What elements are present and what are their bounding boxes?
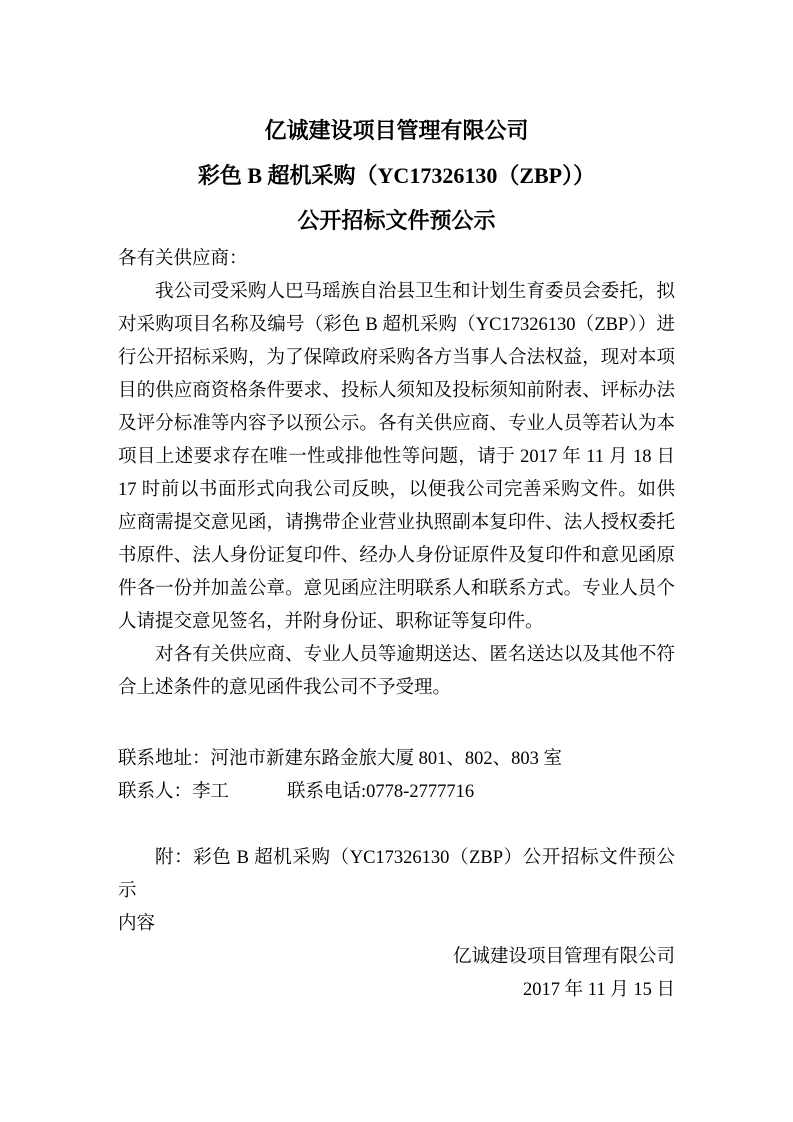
blank-line: [118, 705, 675, 743]
signature-company: 亿诚建设项目管理有限公司: [452, 947, 675, 967]
text-line: 内容: [118, 914, 156, 934]
text-line: 件各一份并加盖公章。意见函应注明联系人和联系方式。专业人员个: [118, 579, 675, 599]
text-line: 附：彩色 B 超机采购（YC17326130（ZBP）公开招标文件预公示: [118, 848, 675, 901]
notice-title: 公开招标文件预公示: [297, 208, 496, 233]
text-line: 行公开招标采购，为了保障政府采购各方当事人合法权益，现对本项: [118, 348, 675, 368]
text-line: 书原件、法人身份证复印件、经办人身份证原件及复印件和意见函原: [118, 546, 675, 566]
text-line: 目的供应商资格条件要求、投标人须知及投标须知前附表、评标办法: [118, 381, 675, 401]
text-line: 合上述条件的意见函件我公司不予受理。: [118, 678, 452, 698]
document-content: [118, 108, 675, 1007]
contact-line: [118, 776, 675, 809]
contact-address: 联系地址：河池市新建东路金旅大厦 801、802、803 室: [118, 749, 563, 769]
contact-phone: 联系电话:0778-2777716: [287, 782, 475, 802]
text-line: 及评分标准等内容予以预公示。各有关供应商、专业人员等若认为本: [118, 414, 675, 434]
company-title: 亿诚建设项目管理有限公司: [264, 118, 529, 143]
text-line: 人请提交意见签名，并附身份证、职称证等复印件。: [118, 612, 544, 632]
blank-line: [118, 809, 675, 842]
text-line: 对各有关供应商、专业人员等逾期送达、匿名送达以及其他不符: [155, 645, 675, 665]
signature-date: 2017 年 11 月 15 日: [523, 980, 675, 1000]
attachment-note: [118, 842, 675, 941]
paragraph-1: [118, 276, 675, 639]
text-line: 项目上述要求存在唯一性或排他性等问题，请于 2017 年 11 月 18 日: [118, 447, 675, 467]
contact-person: 联系人：李工: [118, 782, 230, 802]
text-line: 我公司受采购人巴马瑶族自治县卫生和计划生育委员会委托，拟: [155, 282, 675, 302]
text-line: 应商需提交意见函，请携带企业营业执照副本复印件、法人授权委托: [118, 513, 675, 533]
text-line: 17 时前以书面形式向我公司反映，以便我公司完善采购文件。如供: [118, 480, 675, 500]
paragraph-2: [118, 639, 675, 705]
text-line: 对采购项目名称及编号（彩色 B 超机采购（YC17326130（ZBP））进: [118, 315, 675, 335]
salutation: 各有关供应商：: [118, 249, 248, 269]
project-title: 彩色 B 超机采购（YC17326130（ZBP））: [197, 163, 596, 188]
